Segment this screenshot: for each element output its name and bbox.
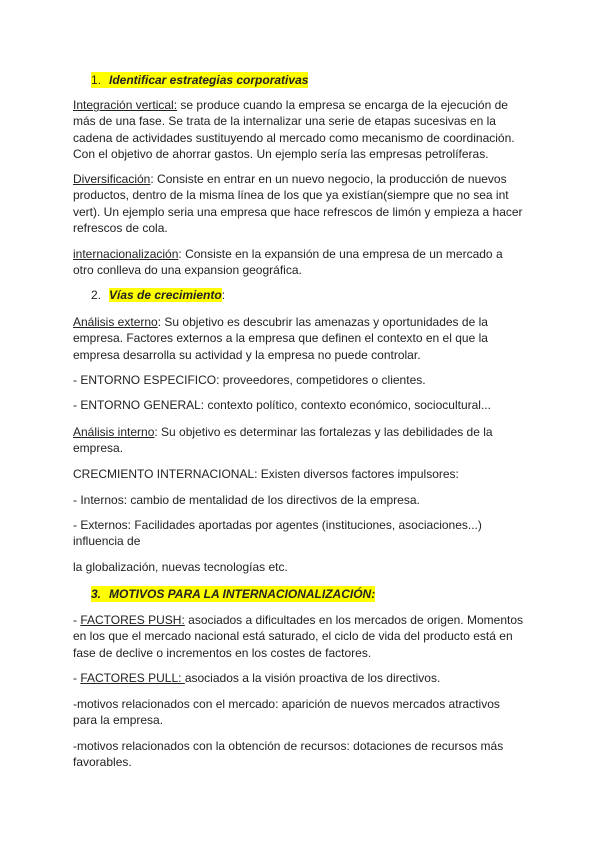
term: Análisis interno (73, 425, 155, 439)
heading-title: Identificar estrategias corporativas (109, 73, 309, 87)
heading-number: 3. (91, 587, 102, 601)
paragraph-globalizacion: la globalización, nuevas tecnologías etc. (73, 560, 288, 574)
paragraph-entorno-especifico: - ENTORNO ESPECIFICO: proveedores, competidores o clientes. (73, 373, 426, 387)
dash: - (73, 613, 81, 627)
text: : Su objetivo es determinar las fortalezas y las debilidades de la (154, 425, 493, 439)
term: internacionalización (73, 247, 179, 261)
paragraph-factores-pull (73, 670, 543, 686)
paragraph-internos: - Internos: cambio de mentalidad de los directivos de la empresa. (73, 493, 420, 507)
paragraph-entorno-general: - ENTORNO GENERAL: contexto político, contexto económico, sociocultural... (73, 398, 491, 412)
text: vert). Un ejemplo seria una empresa que hace refrescos de limón y empieza a hacer (73, 204, 523, 219)
text: influencia de (73, 534, 141, 549)
text: : Consiste en entrar en un nuevo negocio, la producción de nuevos (150, 172, 507, 186)
term: FACTORES PULL: (80, 671, 185, 685)
text: -motivos relacionados con el mercado: aparición de nuevos mercados atractivos (73, 697, 500, 711)
paragraph-internacionalizacion (73, 246, 543, 279)
text: favorables. (73, 755, 132, 770)
heading-suffix: : (221, 288, 226, 302)
heading-1 (91, 72, 308, 88)
text: fase de declive o incrementos en los costes de factores. (73, 645, 372, 660)
paragraph-crecimiento-internacional: CRECMIENTO INTERNACIONAL: Existen diversos factores impulsores: (73, 467, 459, 481)
text: - Externos: Facilidades aportadas por agentes (instituciones, asociaciones...) (73, 518, 482, 532)
text: cadena de actividades sustituyendo al mercado como mecanismo de coordinación. (73, 130, 515, 145)
paragraph-factores-push (73, 612, 543, 661)
text: empresa desarrolla su actividad y la empresa no puede controlar. (73, 347, 421, 362)
heading-number: 2. (91, 288, 102, 302)
term: Análisis externo (73, 315, 158, 329)
heading-2 (91, 287, 225, 303)
paragraph-externos (73, 517, 543, 550)
heading-title: Vías de crecimiento (109, 288, 222, 302)
paragraph-motivos-mercado (73, 696, 543, 729)
text: asociados a dificultades en los mercados de origen. Momentos (184, 613, 523, 627)
paragraph-integracion-vertical (73, 97, 543, 163)
text: más de una fase. Se trata de la internalizar una serie de etapas sucesivas en la (73, 114, 496, 129)
text: empresa. (73, 441, 124, 456)
term: FACTORES PUSH: (80, 613, 185, 627)
text: productos, dentro de la misma línea de los que ya existían(siempre que no sea int (73, 188, 509, 203)
paragraph-diversificacion (73, 171, 543, 237)
heading-title: MOTIVOS PARA LA INTERNACIONALIZACIÓN: (109, 587, 376, 601)
term: Diversificación (73, 172, 151, 186)
heading-number: 1. (91, 73, 102, 87)
paragraph-motivos-recursos (73, 738, 543, 771)
dash: - (73, 671, 81, 685)
text: -motivos relacionados con la obtención de recursos: dotaciones de recursos más (73, 739, 504, 753)
text: en los que el mercado nacional está saturado, el ciclo de vida del producto está en (73, 629, 513, 644)
term: Integración vertical: (73, 98, 178, 112)
text: empresa. Factores externos a la empresa que definen el contexto en el que la (73, 331, 488, 346)
paragraph-analisis-externo (73, 314, 543, 363)
paragraph-analisis-interno (73, 424, 543, 457)
heading-3 (91, 586, 375, 602)
text: para la empresa. (73, 713, 164, 728)
text: otro conlleva do una expansion geográfica. (73, 263, 302, 278)
text: se produce cuando la empresa se encarga de la ejecución de (177, 98, 508, 112)
text: refrescos de cola. (73, 221, 168, 236)
text: Con el objetivo de ahorrar gastos. Un ejemplo sería las empresas petrolíferas. (73, 147, 489, 162)
text: : Su objetivo es descubrir las amenazas y oportunidades de la (157, 315, 488, 329)
text: : Consiste en la expansión de una empresa de un mercado a (178, 247, 503, 261)
text: asociados a la visión proactiva de los directivos. (184, 671, 441, 685)
